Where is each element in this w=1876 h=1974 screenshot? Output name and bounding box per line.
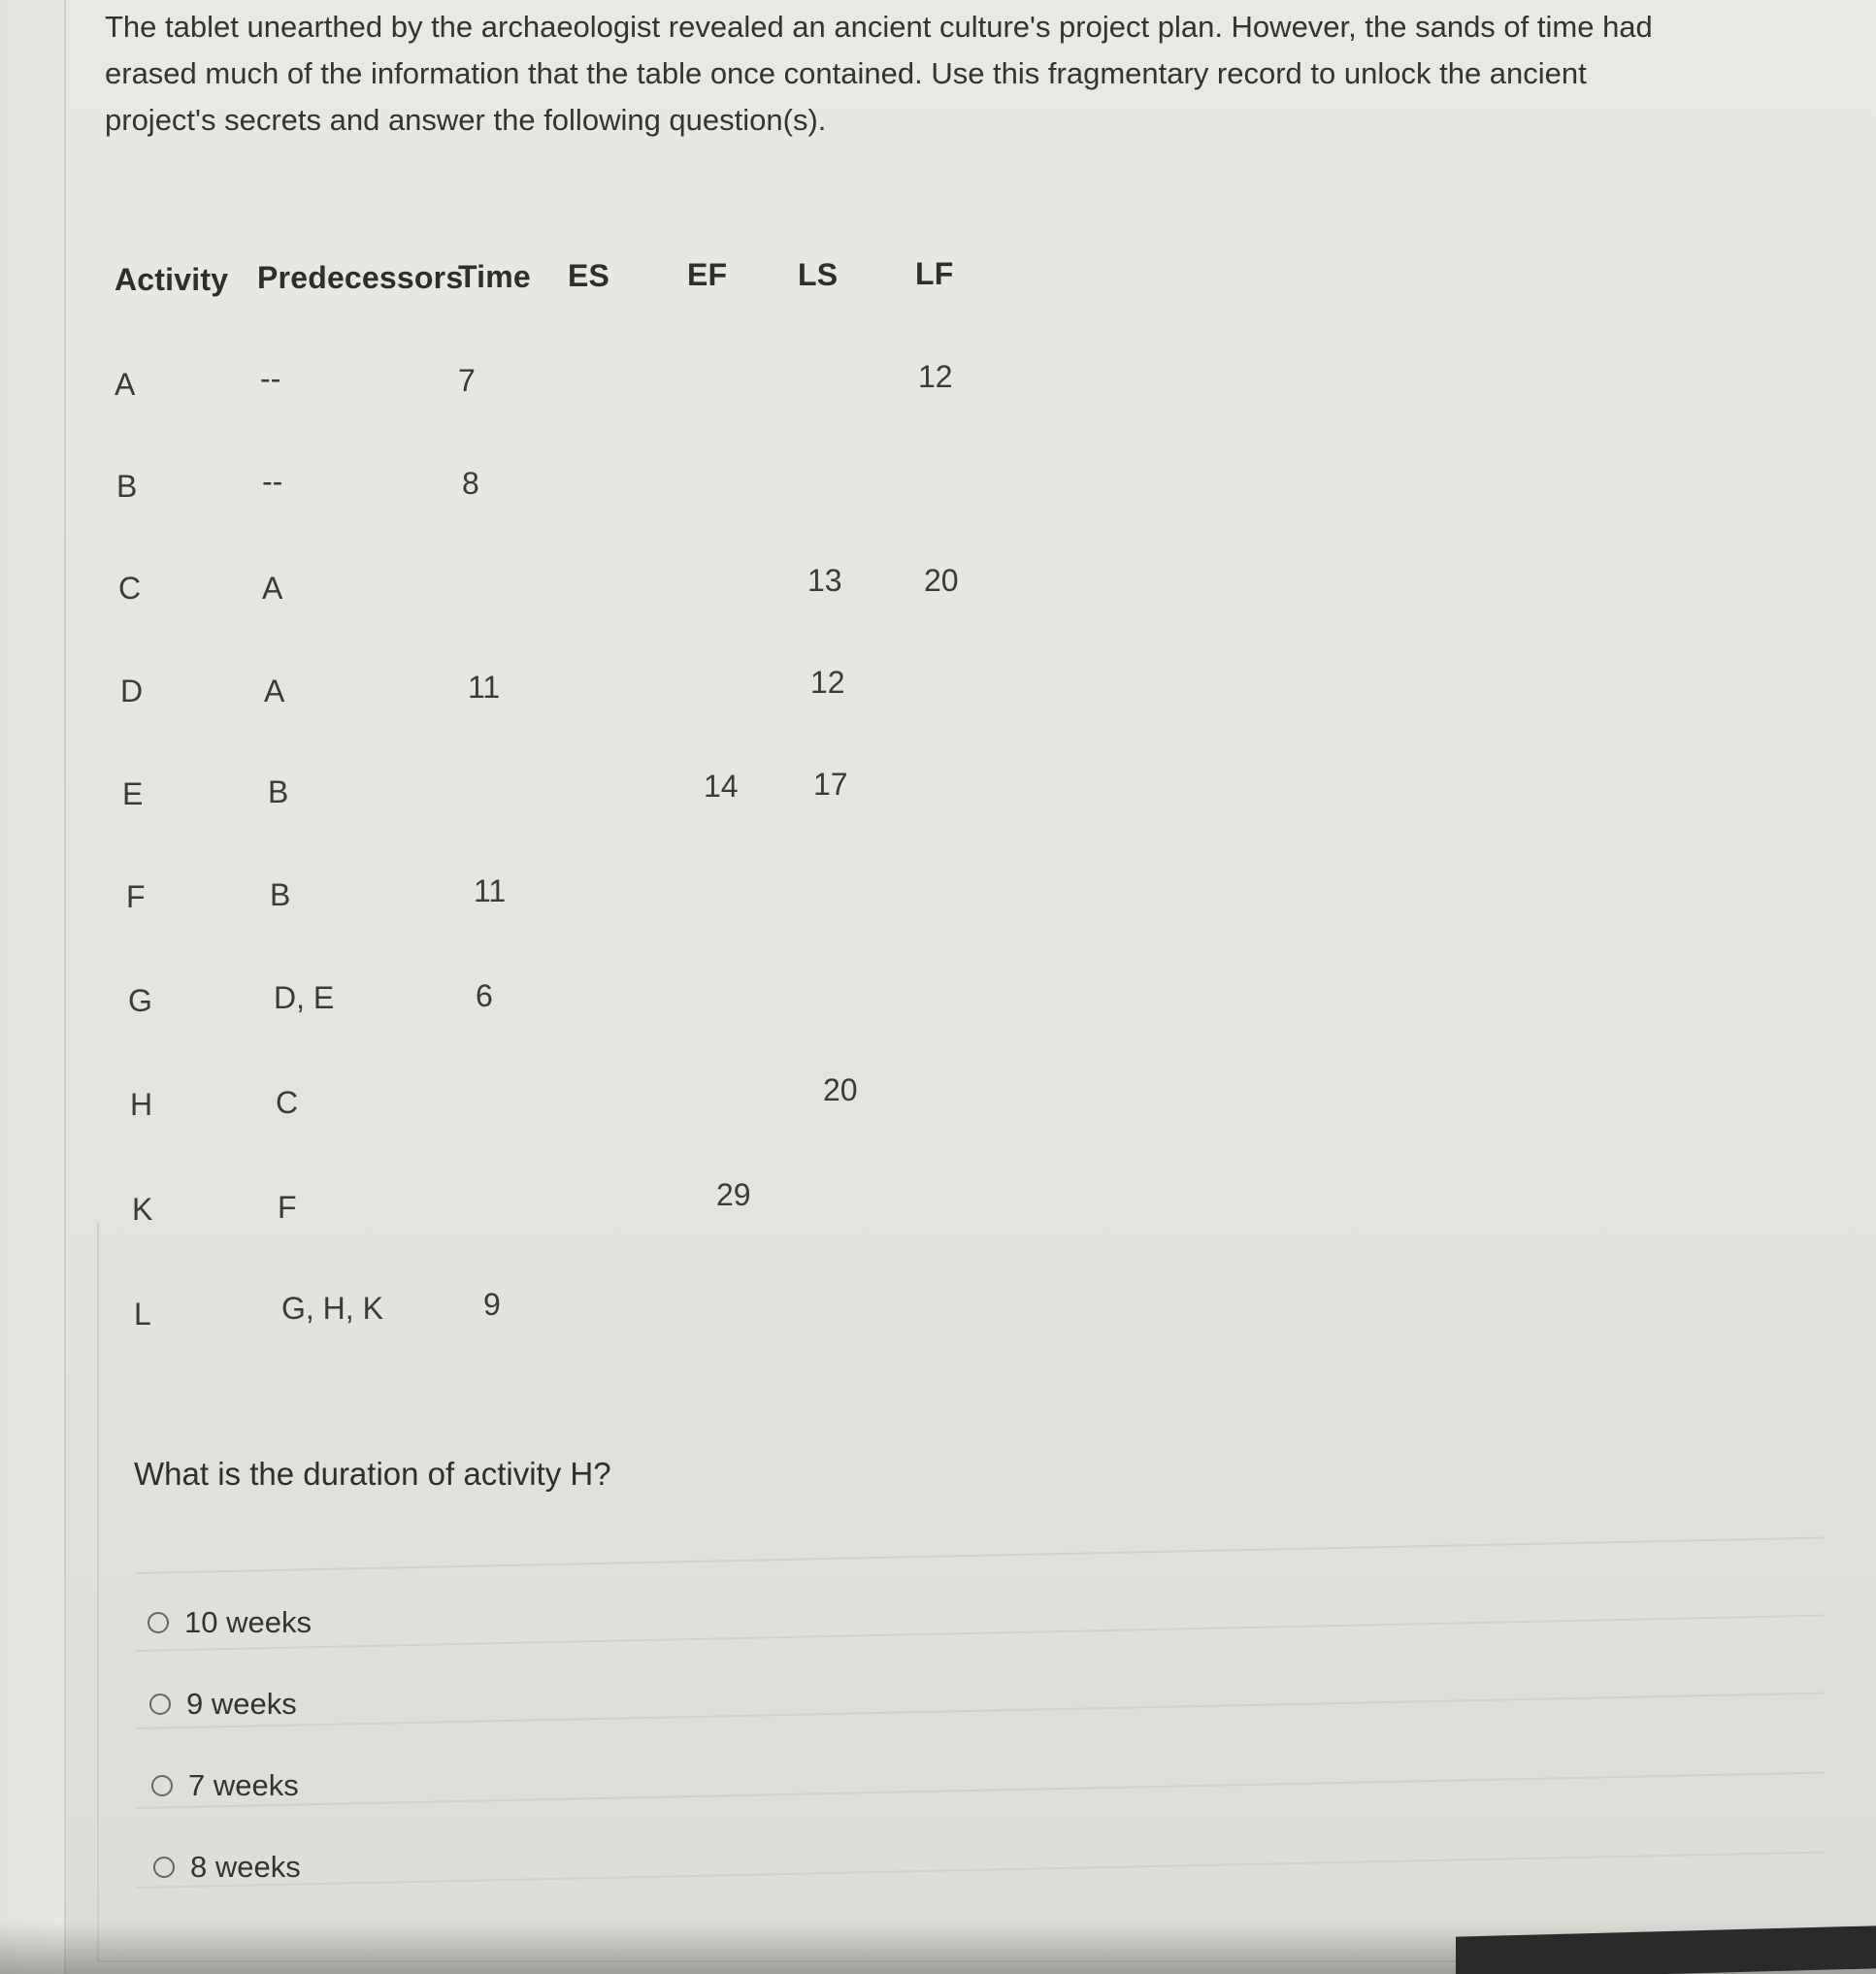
row-c-ls: 13 [807, 563, 842, 598]
row-k-predecessors: F [278, 1190, 297, 1225]
row-c-activity: C [118, 571, 142, 606]
row-e-ef: 14 [704, 769, 739, 804]
row-h-ls: 20 [823, 1072, 858, 1107]
answer-option-label: 10 weeks [184, 1605, 312, 1639]
answer-option-label: 9 weeks [186, 1687, 297, 1721]
row-b-activity: B [116, 469, 138, 504]
row-a-time: 7 [458, 363, 476, 398]
row-f-activity: F [126, 879, 146, 914]
row-a-activity: A [115, 367, 136, 402]
row-e-ls: 17 [813, 767, 848, 802]
row-l-time: 9 [483, 1287, 501, 1322]
row-f-predecessors: B [270, 877, 291, 912]
row-b-time: 8 [462, 466, 479, 501]
row-d-ls: 12 [810, 665, 845, 700]
row-d-predecessors: A [264, 674, 285, 708]
header-time: Time [458, 259, 531, 294]
row-k-activity: K [132, 1192, 153, 1227]
row-f-time: 11 [474, 873, 507, 908]
row-e-activity: E [122, 776, 144, 811]
row-g-predecessors: D, E [274, 980, 335, 1015]
header-ls: LS [798, 257, 839, 292]
row-h-activity: H [130, 1087, 153, 1122]
radio-button[interactable] [149, 1694, 171, 1715]
answer-option-label: 8 weeks [190, 1850, 301, 1884]
row-g-activity: G [128, 983, 152, 1018]
answer-frame [97, 1223, 1865, 1962]
answer-option-9-weeks[interactable] [149, 1687, 297, 1722]
answer-option-label: 7 weeks [188, 1768, 299, 1802]
row-h-predecessors: C [276, 1085, 299, 1120]
row-c-predecessors: A [262, 571, 283, 606]
answer-option-7-weeks[interactable] [151, 1768, 299, 1803]
left-border [64, 0, 66, 1974]
row-a-predecessors: -- [260, 361, 281, 396]
answer-option-10-weeks[interactable] [148, 1605, 312, 1640]
radio-button[interactable] [153, 1857, 175, 1878]
row-k-ef: 29 [716, 1177, 751, 1212]
row-g-time: 6 [476, 978, 493, 1013]
header-lf: LF [915, 256, 954, 291]
question-text: What is the duration of activity H? [134, 1456, 611, 1492]
row-d-activity: D [120, 674, 144, 708]
row-l-activity: L [134, 1297, 151, 1332]
radio-button[interactable] [148, 1612, 169, 1633]
row-a-lf: 12 [918, 359, 953, 394]
intro-paragraph: The tablet unearthed by the archaeologist revealed an ancient culture's project plan. However, the sands of time had erased much of the information that the table once contained. Use this fragmentary record to unlock the ancient project's secrets and answer the following question(s). [105, 10, 1653, 137]
row-d-time: 11 [468, 670, 501, 705]
row-l-predecessors: G, H, K [281, 1291, 383, 1326]
left-margin [0, 0, 64, 1974]
row-c-lf: 20 [924, 563, 959, 598]
radio-button[interactable] [151, 1775, 173, 1796]
header-es: ES [568, 258, 610, 293]
row-b-predecessors: -- [262, 464, 283, 499]
answer-option-8-weeks[interactable] [153, 1850, 301, 1885]
header-activity: Activity [115, 262, 229, 297]
header-predecessors: Predecessors [257, 260, 464, 295]
row-e-predecessors: B [268, 774, 289, 809]
header-ef: EF [687, 257, 728, 292]
